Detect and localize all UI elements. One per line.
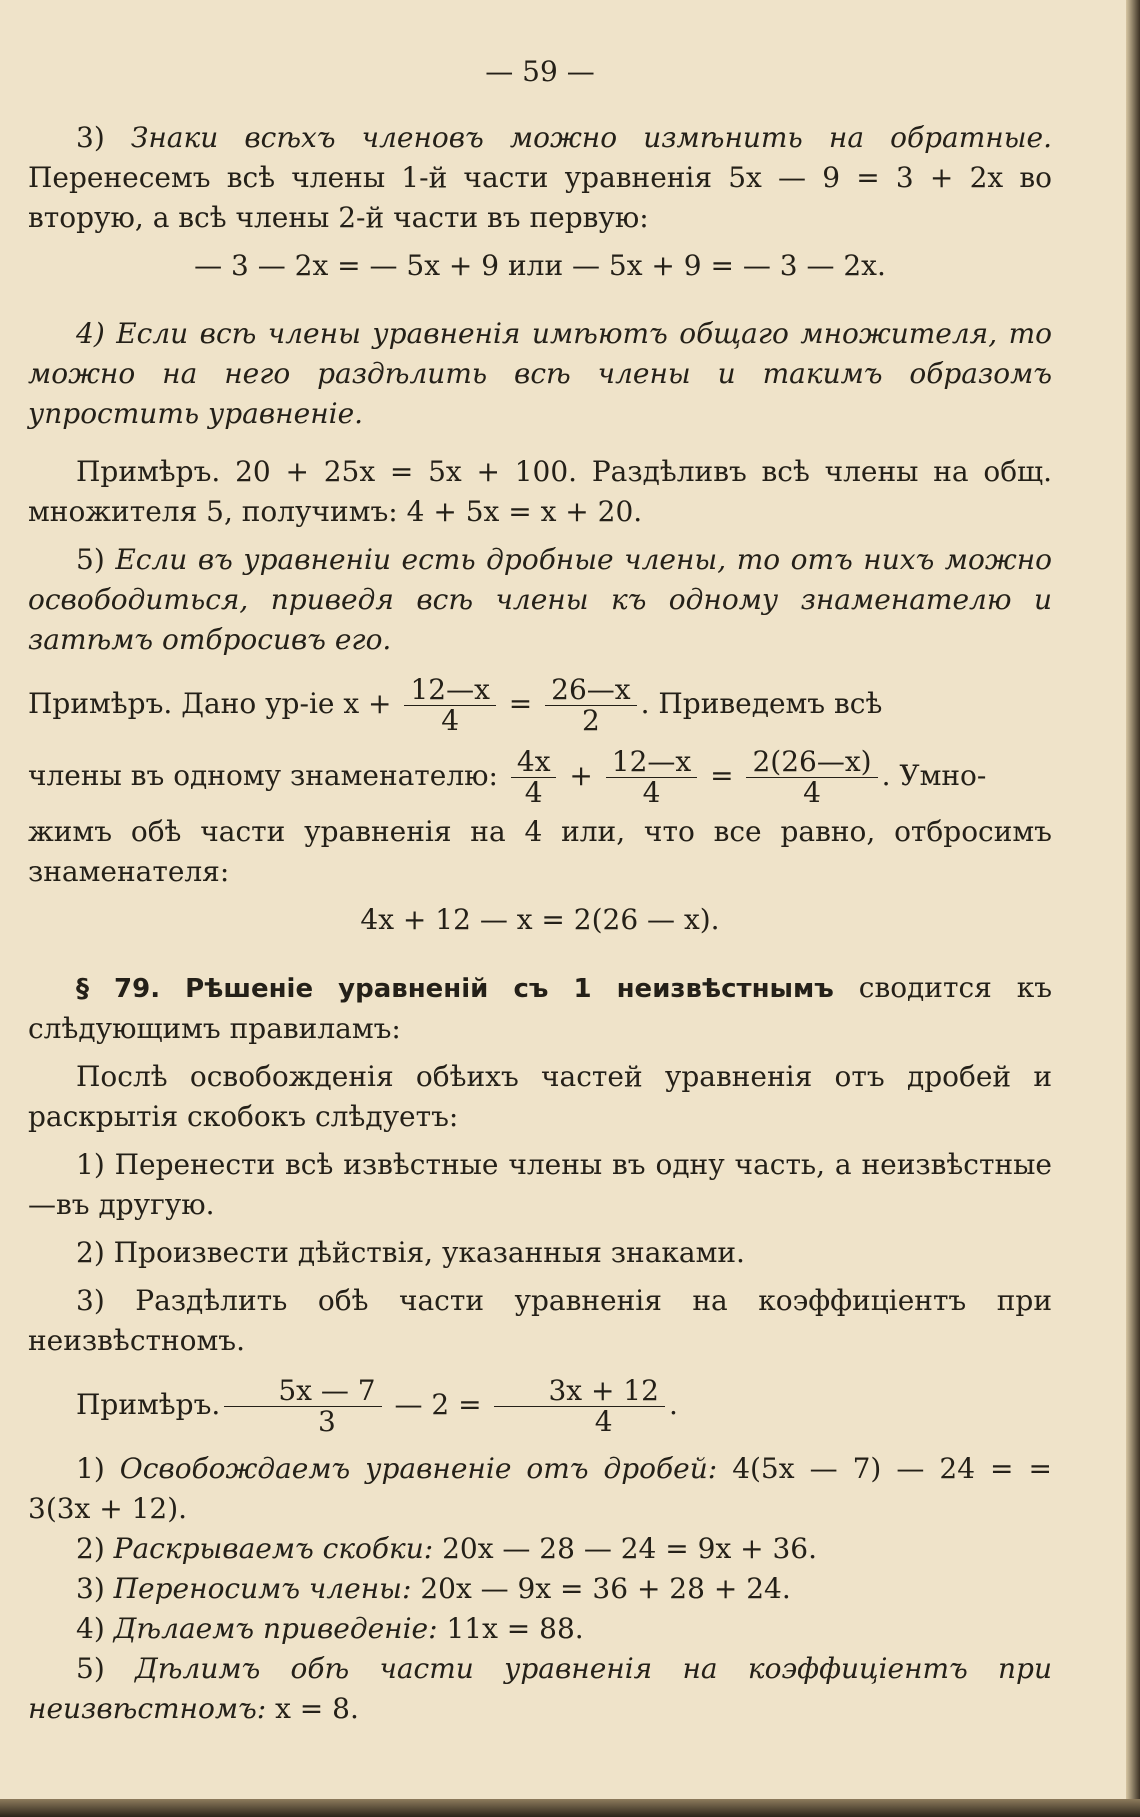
rule-5-number: 5) <box>76 543 116 576</box>
solution-step-label: 1) <box>76 1452 120 1485</box>
solution-step-title: Дѣлимъ обѣ части уравненія на коэффиціентъ при неизвѣстномъ: <box>28 1652 1053 1725</box>
fraction-denominator: 4 <box>524 776 543 809</box>
solution-step <box>28 1529 1052 1569</box>
equals-sign: = <box>710 759 734 792</box>
rule-3-paragraph <box>28 118 1052 238</box>
solution-step <box>28 1649 1052 1729</box>
example-lead: Примѣръ. Дано ур-іе x + <box>28 687 392 720</box>
line-2-tail: . Умно- <box>881 759 987 792</box>
line-2-lead: члены въ одному знаменателю: <box>28 759 498 792</box>
rule-5-after-text: жимъ обѣ части уравненія на 4 или, что все равно, отбросимъ знаменателя: <box>28 815 1052 888</box>
book-page <box>28 52 1052 1729</box>
solution-step-title: Переносимъ члены: <box>113 1572 412 1605</box>
example-end: . <box>668 1388 678 1421</box>
rule-3-number: 3) <box>76 121 131 154</box>
rule-4-example: Примѣръ. 20 + 25x = 5x + 100. Раздѣливъ всѣ члены на общ. множителя 5, получимъ: 4 + 5x = x + 20. <box>28 455 1052 528</box>
fraction-denominator: 4 <box>441 704 460 737</box>
plus-sign: + <box>569 759 593 792</box>
fraction-denominator: 4 <box>594 1405 613 1438</box>
section-79-step: 2) Произвести дѣйствія, указанныя знаками. <box>76 1236 745 1269</box>
solution-step-text: x = 8. <box>266 1692 359 1725</box>
solution-step-text: 20x — 9x = 36 + 28 + 24. <box>411 1572 791 1605</box>
rule-3-equation: — 3 — 2x = — 5x + 9 или — 5x + 9 = — 3 — 2x. <box>194 249 886 282</box>
rule-5-example-line-1 <box>28 668 1052 740</box>
rule-5-statement: Если въ уравненіи есть дробные члены, то отъ нихъ можно освободиться, приведя всѣ члены къ одному знаменателю и затѣмъ отбросивъ его. <box>28 543 1053 656</box>
solution-step-label: 5) <box>76 1652 136 1685</box>
solution-step-label: 4) <box>76 1612 114 1645</box>
section-79-heading: § 79. Рѣшеніе уравненій съ 1 неизвѣстнымъ <box>76 974 834 1004</box>
section-79-step: 1) Перенести всѣ извѣстные члены въ одну часть, а неизвѣстные—въ другую. <box>28 1148 1052 1221</box>
solution-step <box>28 1569 1052 1609</box>
fraction-numerator: 12—x <box>404 675 495 706</box>
example-tail: . Приведемъ всѣ <box>640 687 883 720</box>
fraction-12-x-over-4-b <box>606 747 697 808</box>
fraction-denominator: 4 <box>803 776 821 809</box>
example-lead: Примѣръ. <box>76 1388 221 1421</box>
fraction-numerator: 2(26—x) <box>746 747 877 778</box>
solution-step <box>28 1609 1052 1649</box>
fraction-4x-over-4 <box>511 747 557 808</box>
solution-step-text: 20x — 28 — 24 = 9x + 36. <box>433 1532 818 1565</box>
solution-step-title: Раскрываемъ скобки: <box>113 1532 434 1565</box>
solution-step-title: Освобождаемъ уравненіе отъ дробей: <box>119 1452 718 1485</box>
solution-step-text: 4(5x — 7) — 24 = = 3(3x + 12). <box>28 1452 1052 1525</box>
fraction-numerator: 4x <box>511 747 557 778</box>
fraction-12-x-over-4 <box>404 675 495 736</box>
solution-step-title: Дѣлаемъ приведеніе: <box>113 1612 438 1645</box>
page-number: — 59 — <box>485 55 595 88</box>
fraction-3x-12-over-4 <box>494 1376 665 1437</box>
solution-step-label: 3) <box>76 1572 114 1605</box>
section-79-paragraph <box>28 968 1052 1049</box>
section-79-intro: Послѣ освобожденія обѣихъ частей уравненія отъ дробей и раскрытія скобокъ слѣдуетъ: <box>28 1060 1052 1133</box>
fraction-denominator: 4 <box>642 776 661 809</box>
fraction-26-x-over-2 <box>545 675 636 736</box>
rule-5-paragraph <box>28 540 1052 660</box>
equals-sign: = <box>508 687 533 720</box>
rule-5-example-line-2 <box>28 740 1052 812</box>
fraction-numerator: 26—x <box>545 675 636 706</box>
bottom-edge-shadow <box>0 1799 1140 1817</box>
fraction-denominator: 2 <box>581 704 600 737</box>
rule-5-result-equation: 4x + 12 — x = 2(26 — x). <box>360 903 720 936</box>
fraction-2-26-x-over-4 <box>746 747 877 808</box>
solution-step-text: 11x = 88. <box>437 1612 584 1645</box>
example-middle: — 2 = <box>394 1388 482 1421</box>
rule-3-statement: Знаки всѣхъ членовъ можно измѣнить на обратные. <box>130 121 1052 154</box>
rule-3-text: Перенесемъ всѣ члены 1-й части уравненія 5x — 9 = 3 + 2x во вторую, а всѣ члены 2-й части въ первую: <box>28 161 1052 234</box>
solution-step <box>28 1449 1052 1529</box>
fraction-numerator: 5x — 7 <box>224 1376 381 1407</box>
page-edge-shadow <box>1126 0 1140 1817</box>
solution-step-label: 2) <box>76 1532 114 1565</box>
fraction-numerator: 3x + 12 <box>494 1376 665 1407</box>
section-79-heading-tail: сводится къ слѣдующимъ правиламъ: <box>28 971 1053 1045</box>
fraction-numerator: 12—x <box>606 747 697 778</box>
section-79-step: 3) Раздѣлить обѣ части уравненія на коэффиціентъ при неизвѣстномъ. <box>28 1284 1052 1357</box>
section-79-example <box>28 1369 1052 1441</box>
fraction-5x-7-over-3 <box>224 1376 381 1437</box>
rule-4-statement: 4) Если всѣ члены уравненія имѣютъ общаго множителя, то можно на него раздѣлить всѣ члены и такимъ образомъ упростить уравненіе. <box>28 317 1052 430</box>
fraction-denominator: 3 <box>318 1405 336 1438</box>
